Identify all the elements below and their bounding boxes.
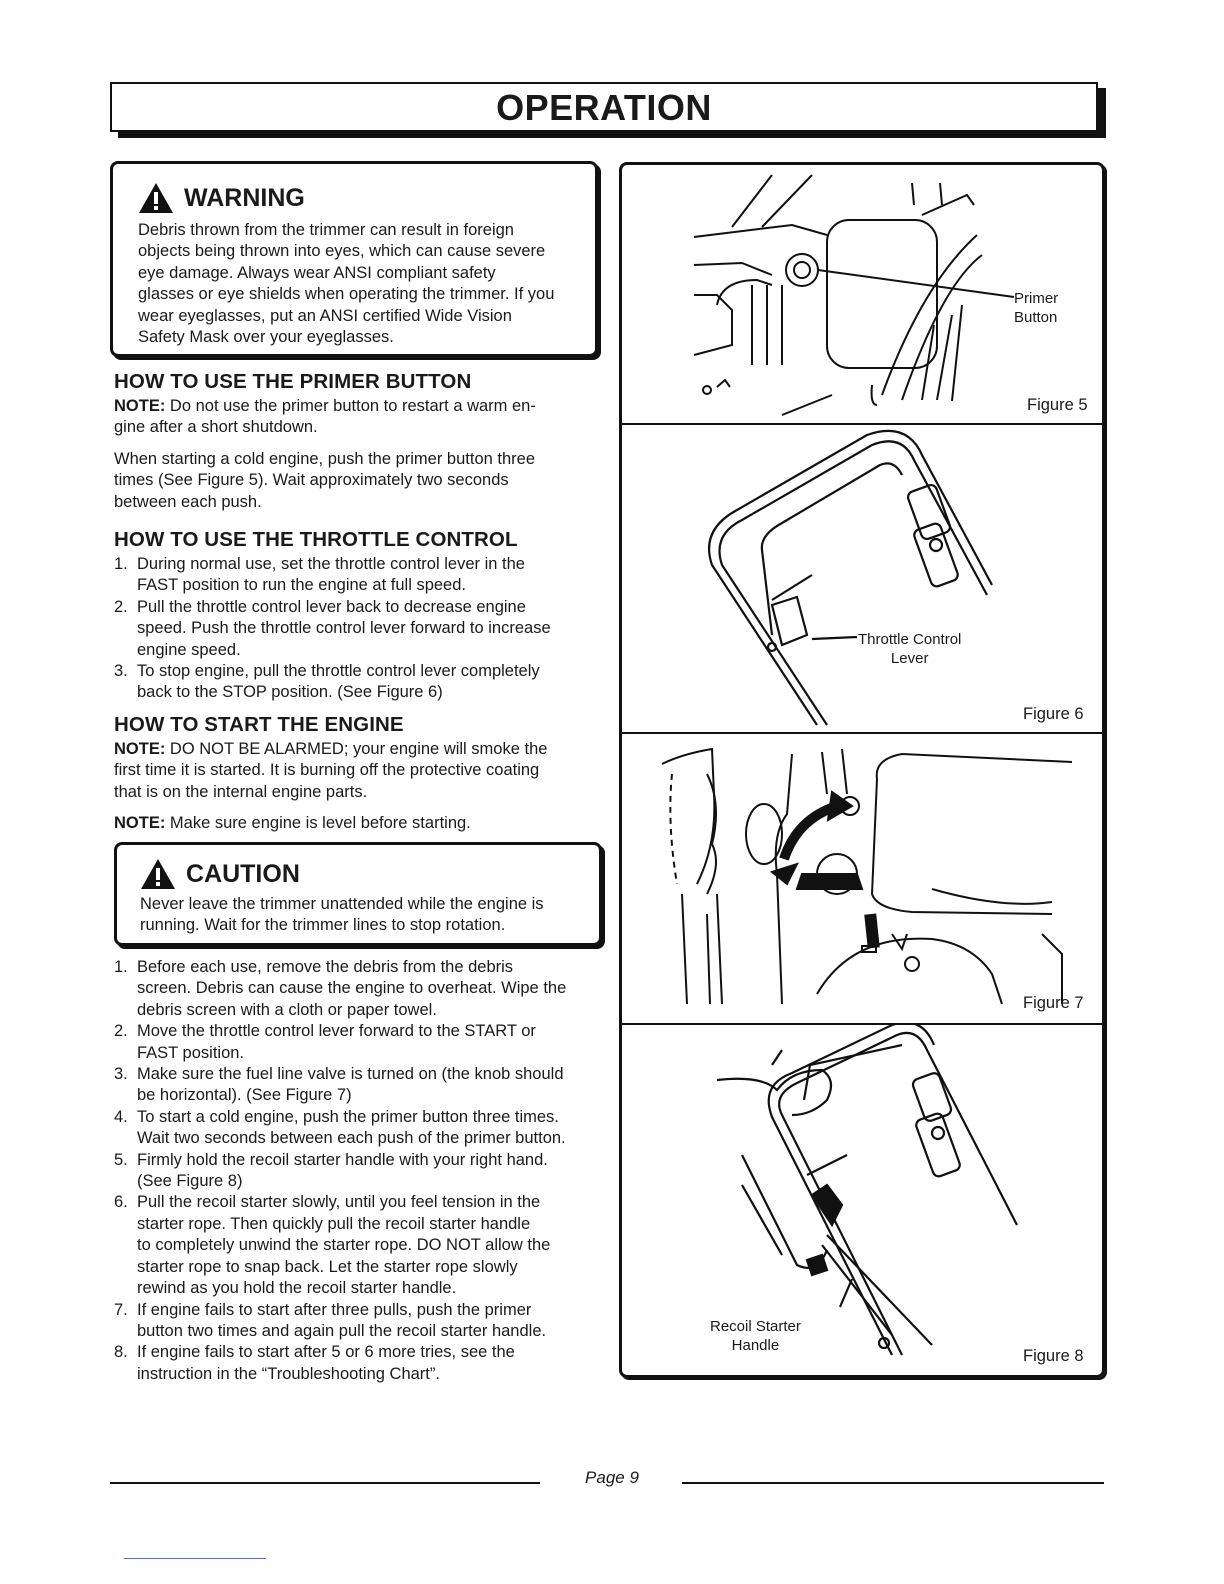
- figure-8: [622, 1025, 1102, 1375]
- para-line: between each push.: [114, 492, 262, 511]
- figure-6: [622, 425, 1102, 732]
- caution-line: Never leave the trimmer unattended while the engine is: [140, 895, 544, 913]
- caution-text: [140, 894, 599, 937]
- primer-note: [114, 396, 604, 439]
- warning-line: glasses or eye shields when operating the trimmer. If you: [138, 285, 555, 304]
- item-line: screen. Debris can cause the engine to overheat. Wipe the: [137, 979, 567, 998]
- throttle-lever-callout: [858, 630, 961, 668]
- start-note-1: [114, 739, 604, 803]
- item-line: debris screen with a cloth or paper towel.: [137, 1000, 437, 1019]
- list-item: [114, 554, 604, 597]
- note-text: that is on the internal engine parts.: [114, 782, 368, 801]
- start-note-2: [114, 813, 604, 834]
- note-label: NOTE:: [114, 814, 166, 833]
- warning-triangle-icon: [138, 182, 174, 214]
- caution-title-row: [140, 858, 599, 890]
- callout-line: Button: [1014, 309, 1058, 326]
- item-line: If engine fails to start after three pulls, push the primer: [137, 1300, 532, 1319]
- item-line: Pull the recoil starter slowly, until you feel tension in the: [137, 1193, 541, 1212]
- callout-line: Handle: [731, 1337, 780, 1354]
- item-line: Pull the throttle control lever back to decrease engine: [137, 597, 526, 616]
- item-number: 1.: [114, 555, 128, 573]
- figure-label: Figure 8: [1023, 1347, 1084, 1365]
- throttle-section: [114, 528, 604, 704]
- list-item: [114, 1300, 606, 1343]
- item-line: starter rope to snap back. Let the starter rope slowly: [137, 1257, 518, 1276]
- list-item: [114, 597, 604, 661]
- para-line: times (See Figure 5). Wait approximately two seconds: [114, 471, 509, 490]
- start-steps-section: [114, 957, 606, 1385]
- footer-rule-right: [682, 1482, 1104, 1484]
- note-text: DO NOT BE ALARMED; your engine will smoke the: [165, 740, 548, 758]
- item-line: to completely unwind the starter rope. DO NOT allow the: [137, 1236, 551, 1255]
- item-number: 4.: [114, 1107, 128, 1126]
- list-item: [114, 1150, 606, 1193]
- warning-line: eye damage. Always wear ANSI compliant safety: [138, 263, 496, 282]
- item-line: FAST position.: [137, 1043, 245, 1062]
- item-number: 8.: [114, 1343, 128, 1362]
- start-section: [114, 713, 604, 835]
- item-number: 3.: [114, 1065, 128, 1084]
- warning-text: [138, 220, 595, 348]
- recoil-handle-callout: [710, 1317, 801, 1355]
- warning-triangle-icon: [140, 858, 176, 890]
- warning-title: WARNING: [184, 183, 305, 212]
- note-text: Do not use the primer button to restart a warm en-: [165, 397, 536, 415]
- item-line: be horizontal). (See Figure 7): [137, 1086, 352, 1105]
- warning-line: objects being thrown into eyes, which can cause severe: [138, 242, 546, 261]
- figure-label: Figure 7: [1023, 994, 1084, 1012]
- figures-panel: [619, 162, 1105, 1378]
- item-number: 5.: [114, 1150, 128, 1169]
- item-line: engine speed.: [137, 640, 241, 659]
- note-label: NOTE:: [114, 740, 166, 758]
- list-item: [114, 661, 604, 704]
- figure-label: Figure 5: [1027, 396, 1088, 414]
- item-number: 2.: [114, 1022, 128, 1041]
- item-line: Firmly hold the recoil starter handle with your right hand.: [137, 1150, 548, 1169]
- item-line: Wait two seconds between each push of the primer button.: [137, 1129, 566, 1148]
- throttle-steps: [114, 554, 604, 704]
- caution-line: running. Wait for the trimmer lines to stop rotation.: [140, 916, 506, 935]
- item-number: 6.: [114, 1193, 128, 1212]
- primer-section: [114, 370, 604, 513]
- caution-title: CAUTION: [186, 859, 300, 888]
- item-line: To stop engine, pull the throttle control lever completely: [137, 662, 540, 681]
- item-line: starter rope. Then quickly pull the recoil starter handle: [137, 1214, 531, 1233]
- list-item: [114, 1192, 606, 1299]
- item-line: Before each use, remove the debris from the debris: [137, 958, 514, 976]
- item-line: Move the throttle control lever forward to the START or: [137, 1022, 536, 1041]
- section-header: [110, 82, 1098, 132]
- item-line: speed. Push the throttle control lever forward to increase: [137, 619, 551, 638]
- list-item: [114, 957, 606, 1021]
- recoil-starter-illustration: [622, 1025, 1102, 1375]
- item-line: During normal use, set the throttle control lever in the: [137, 555, 525, 573]
- para-line: When starting a cold engine, push the primer button three: [114, 449, 535, 468]
- primer-button-callout: [1014, 289, 1058, 327]
- callout-line: Recoil Starter: [710, 1318, 801, 1335]
- warning-box: [110, 161, 598, 357]
- throttle-handle-illustration: [622, 425, 1102, 732]
- primer-paragraph: [114, 449, 604, 513]
- item-number: 1.: [114, 958, 128, 976]
- item-line: FAST position to run the engine at full speed.: [137, 576, 466, 595]
- caution-box: [114, 842, 602, 946]
- list-item: [114, 1342, 606, 1385]
- start-heading: HOW TO START THE ENGINE: [114, 713, 404, 736]
- item-line: instruction in the “Troubleshooting Chart”.: [137, 1364, 440, 1383]
- warning-line: wear eyeglasses, put an ANSI certified Wide Vision: [138, 306, 512, 325]
- item-number: 7.: [114, 1300, 128, 1319]
- start-steps: [114, 957, 606, 1385]
- note-text: Make sure engine is level before starting.: [165, 814, 471, 833]
- footer-rule-left: [110, 1482, 540, 1484]
- item-line: Make sure the fuel line valve is turned on (the knob should: [137, 1065, 564, 1084]
- item-line: rewind as you hold the recoil starter handle.: [137, 1279, 457, 1298]
- figure-5: [622, 165, 1102, 423]
- page-number: Page 9: [585, 1468, 639, 1487]
- figure-label: Figure 6: [1023, 705, 1084, 723]
- callout-line: Primer: [1014, 290, 1059, 307]
- item-line: (See Figure 8): [137, 1172, 243, 1191]
- callout-line: Lever: [890, 650, 929, 667]
- callout-line: Throttle Control: [858, 631, 962, 648]
- list-item: [114, 1107, 606, 1150]
- note-label: NOTE:: [114, 397, 166, 415]
- warning-line: Debris thrown from the trimmer can result in foreign: [138, 221, 514, 239]
- list-item: [114, 1064, 606, 1107]
- figure-7: [622, 734, 1102, 1023]
- list-item: [114, 1021, 606, 1064]
- item-line: To start a cold engine, push the primer button three times.: [137, 1107, 559, 1126]
- scan-artifact-line: [124, 1558, 266, 1559]
- note-text: first time it is started. It is burning off the protective coating: [114, 761, 540, 780]
- page-title: OPERATION: [496, 87, 712, 128]
- note-text: gine after a short shutdown.: [114, 418, 318, 437]
- primer-heading: HOW TO USE THE PRIMER BUTTON: [114, 370, 472, 393]
- fuel-valve-illustration: [622, 734, 1102, 1023]
- warning-line: Safety Mask over your eyeglasses.: [138, 328, 394, 347]
- item-line: button two times and again pull the recoil starter handle.: [137, 1321, 547, 1340]
- item-number: 2.: [114, 597, 128, 616]
- throttle-heading: HOW TO USE THE THROTTLE CONTROL: [114, 528, 518, 551]
- item-line: back to the STOP position. (See Figure 6): [137, 683, 443, 702]
- item-line: If engine fails to start after 5 or 6 more tries, see the: [137, 1343, 515, 1362]
- item-number: 3.: [114, 662, 128, 681]
- warning-title-row: [138, 182, 595, 214]
